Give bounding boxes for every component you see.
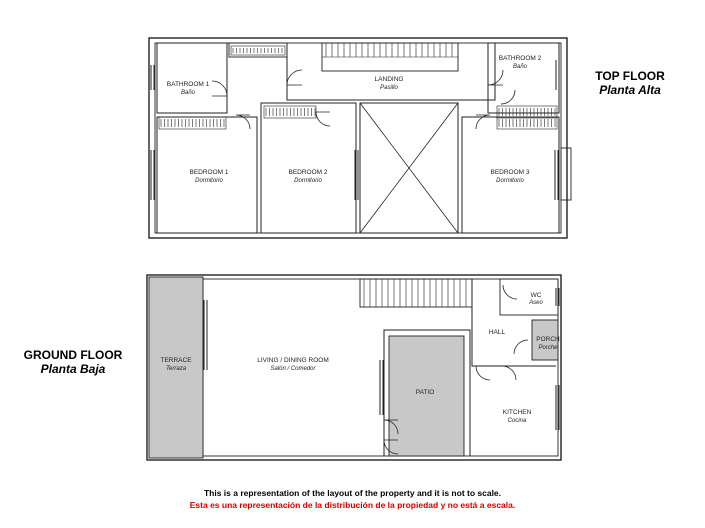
disclaimer-en: This is a representation of the layout of the property and it is not to scale. — [203, 488, 502, 498]
wc-sub: Aseo — [529, 300, 543, 306]
bedroom2-sub: Dormitorio — [294, 178, 322, 184]
living-sub: Salón / Comedor — [270, 366, 316, 372]
kitchen-name: KITCHEN — [502, 409, 532, 416]
porch-name: PORCH — [536, 336, 560, 343]
disclaimer-es: Esta es una representación de la distribución de la propiedad y no está a escala. — [189, 500, 516, 510]
top-floor-title: TOP FLOOR — [595, 69, 665, 83]
top-floor-plan — [149, 38, 571, 238]
wardrobe — [231, 46, 285, 55]
porch-sub: Porche — [538, 345, 558, 351]
ground-floor-plan — [147, 275, 561, 460]
bedroom3-sub: Dormitorio — [496, 178, 524, 184]
bathroom2-name: BATHROOM 2 — [498, 55, 542, 62]
ground-floor-label — [18, 348, 128, 376]
landing-name: LANDING — [374, 76, 404, 83]
wc-name: WC — [530, 292, 542, 299]
ground-floor-title: GROUND FLOOR — [23, 348, 123, 362]
bathroom2-sub: Baño — [512, 64, 528, 70]
bedroom1-name: BEDROOM 1 — [189, 169, 229, 176]
bedroom1-sub: Dormitorio — [195, 178, 223, 184]
top-floor-subtitle: Planta Alta — [599, 83, 661, 97]
top-floor-label — [585, 69, 675, 97]
terrace-name: TERRACE — [160, 357, 192, 364]
ground-floor-subtitle: Planta Baja — [40, 362, 106, 376]
kitchen-sub: Cocina — [507, 418, 527, 424]
bedroom3-name: BEDROOM 3 — [490, 169, 530, 176]
bathroom1-name: BATHROOM 1 — [166, 81, 210, 88]
hall-name: HALL — [488, 329, 506, 336]
bedroom2-name: BEDROOM 2 — [288, 169, 328, 176]
terrace-sub: Terraza — [165, 366, 187, 372]
bathroom1-sub: Baño — [180, 90, 196, 96]
landing-sub: Pasillo — [380, 85, 398, 91]
top-stair — [322, 43, 458, 57]
patio-name: PATIO — [415, 389, 435, 396]
ground-stair — [364, 279, 466, 307]
living-name: LIVING / DINING ROOM — [257, 357, 329, 364]
patio-area — [389, 336, 464, 456]
